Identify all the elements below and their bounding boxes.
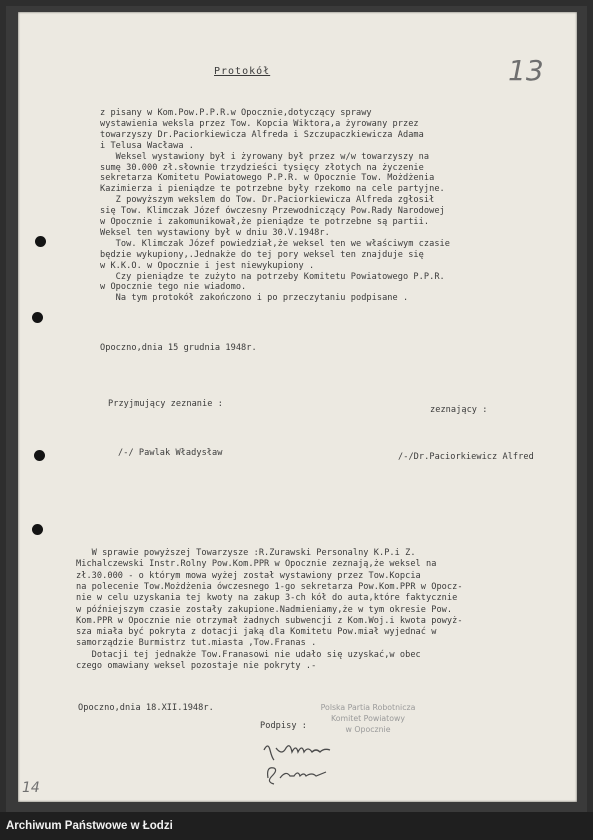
- text-line: Michalczewski Instr.Rolny Pow.Kom.PPR w Opocznie zeznają,że weksel na: [76, 559, 437, 570]
- text-line: Dotacji tej jednakże Tow.Franasowi nie udało się uzyskać,w obec: [76, 649, 421, 660]
- punch-hole: [34, 450, 45, 461]
- stamp-line: w Opocznie: [345, 725, 391, 734]
- stamp-line: Komitet Powiatowy: [331, 714, 405, 723]
- text-line: sumę 30.000 zł.słownie trzydzieści tysięcy złotych na życzenie: [100, 162, 424, 173]
- text-line: Kom.PPR w Opocznie nie otrzymał żadnych subwencji z Kom.Woj.i kwota powyż-: [76, 615, 463, 626]
- text-line: w późniejszym czasie zostały zakupione.Nadmieniamy,że w tym okresie Pow.: [76, 604, 453, 615]
- text-line: Z powyższym wekslem do Tow. Dr.Paciorkiewicza Alfreda zgłosił: [100, 195, 435, 206]
- text-line: sekretarza Komitetu Powiatowego P.P.R. w Opocznie Tow. Możdżenia: [100, 173, 435, 184]
- receiver-name: /-/ Pawlak Władysław: [118, 448, 223, 458]
- text-line: nie w celu uzyskania tej kwoty na zakup 3-ch kół do auta,które faktycznie: [76, 593, 458, 604]
- text-line: W sprawie powyższej Towarzysze :R.Zurawski Personalny K.P.i Z.: [76, 548, 416, 558]
- receiving-label: Przyjmujący zeznanie :: [108, 399, 223, 409]
- punch-hole: [32, 312, 43, 323]
- text-line: w K.K.O. w Opocznie i jest niewykupiony .: [100, 260, 315, 271]
- party-stamp: [298, 702, 438, 735]
- text-line: Weksel ten wystawiony był w dniu 30.V.1948r.: [100, 227, 330, 238]
- text-line: Tow. Klimczak Józef powiedział,że weksel ten we właściwym czasie: [100, 238, 450, 249]
- signatures-label: Podpisy :: [260, 721, 308, 731]
- testifier-name: /-/Dr.Paciorkiewicz Alfred: [398, 452, 534, 462]
- text-line: się Tow. Klimczak Józef ówczesny Przewodniczący Pow.Rady Narodowej: [100, 206, 445, 217]
- document-page: [18, 12, 577, 802]
- text-line: będzie wykupiony,.Jednakże do tej pory weksel ten znajduje się: [100, 249, 424, 260]
- text-line: z pisany w Kom.Pow.P.P.R.w Opocznie,dotyczący sprawy: [100, 108, 372, 118]
- testifying-label: zeznający :: [430, 405, 488, 415]
- date-second: Opoczno,dnia 18.XII.1948r.: [78, 703, 214, 713]
- text-line: Kazimierza i pieniądze te potrzebne były rzekomo na cele partyjne.: [100, 184, 445, 195]
- text-line: samorządzie Burmistrz tut.miasta ,Tow.Franas .: [76, 638, 317, 649]
- pencil-folio-number: 14: [22, 780, 40, 796]
- date-first: Opoczno,dnia 15 grudnia 1948r.: [100, 343, 257, 353]
- handwritten-page-number: 13: [508, 54, 544, 87]
- punch-hole: [32, 524, 43, 535]
- text-line: i Telusa Wacława .: [100, 140, 195, 151]
- stamp-line: Polska Partia Robotnicza: [320, 703, 416, 712]
- document-title: Protokół: [214, 66, 271, 77]
- text-line: Czy pieniądze te zużyto na potrzeby Komitetu Powiatowego P.P.R.: [100, 271, 445, 282]
- text-line: Weksel wystawiony był i żyrowany był przez w/w towarzyszy na: [100, 151, 430, 162]
- text-line: towarzyszy Dr.Paciorkiewicza Alfreda i Szczupaczkiewicza Adama: [100, 129, 424, 140]
- text-line: wystawienia weksla przez Tow. Kopcia Wiktora,a żyrowany przez: [100, 118, 419, 129]
- text-line: Na tym protokół zakończono i po przeczytaniu podpisane .: [100, 293, 409, 304]
- handwritten-signatures: [254, 738, 364, 794]
- text-line: sza miała być pokryta z dotacji jaką dla Komitetu Pow.miał wyjednać w: [76, 627, 437, 638]
- archive-footer: [0, 812, 593, 840]
- archive-name: Archiwum Państwowe w Łodzi: [6, 820, 173, 832]
- text-line: na polecenie Tow.Możdżenia ówczesnego 1-go sekretarza Pow.Kom.PPR w Opocz-: [76, 581, 463, 592]
- text-line: zł.30.000 - o którym mowa wyżej został wystawiony przez Tow.Kopcia: [76, 570, 421, 581]
- text-line: w Opocznie tego nie wiadomo.: [100, 282, 247, 293]
- punch-hole: [35, 236, 46, 247]
- text-line: czego omawiany weksel pozostaje nie pokryty .-: [76, 661, 317, 671]
- text-line: w Opocznie i zakomunikował,że pieniądze te potrzebne są partii.: [100, 217, 430, 227]
